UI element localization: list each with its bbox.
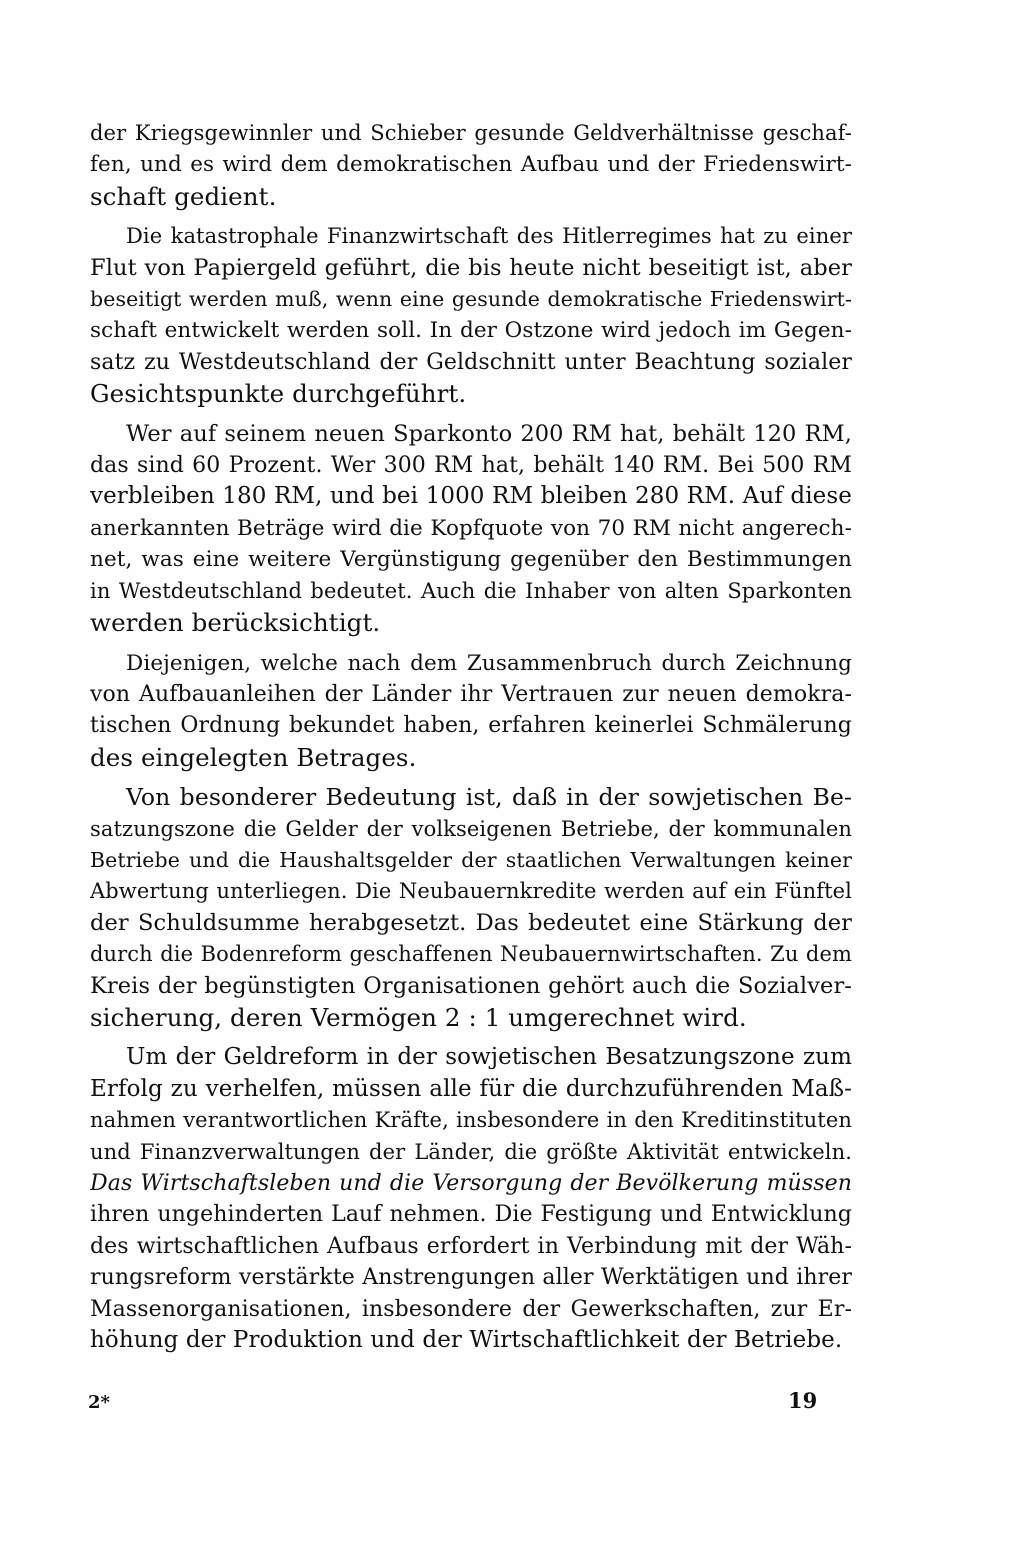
text-line: Das Wirtschaftsleben und die Versorgung der Bevölkerung müssen xyxy=(90,1171,852,1196)
text-line: Die katastrophale Finanzwirtschaft des Hitlerregimes hat zu einer xyxy=(126,224,852,249)
text-line: von Aufbauanleihen der Länder ihr Vertrauen zur neuen demokra- xyxy=(90,681,852,707)
paragraph-2 xyxy=(90,221,852,409)
text-line: net, was eine weitere Vergünstigung gegenüber den Bestimmungen xyxy=(90,547,852,573)
text-line: satz zu Westdeutschland der Geldschnitt unter Beachtung sozialer xyxy=(90,349,852,375)
text-line: Betriebe und die Haushaltsgelder der staatlichen Verwaltungen keiner xyxy=(90,847,852,872)
text-line: und Finanzverwaltungen der Länder, die größte Aktivität entwickeln. xyxy=(90,1139,852,1164)
text-line: Um der Geldreform in der sowjetischen Besatzungszone zum xyxy=(126,1044,852,1071)
text-line: ihren ungehinderten Lauf nehmen. Die Festigung und Entwicklung xyxy=(90,1202,852,1228)
paragraph-5 xyxy=(90,782,852,1033)
text-line: anerkannten Beträge wird die Kopfquote von 70 RM nicht angerech- xyxy=(90,515,852,541)
text-line: fen, und es wird dem demokratischen Aufbau und der Friedenswirt- xyxy=(90,152,852,178)
paragraph-4 xyxy=(90,648,852,774)
text-line: verbleiben 180 RM, und bei 1000 RM bleiben 280 RM. Auf diese xyxy=(90,483,852,510)
text-line: durch die Bodenreform geschaffenen Neubauernwirtschaften. Zu dem xyxy=(90,942,852,967)
text-line: werden berücksichtigt. xyxy=(90,608,381,638)
text-line: Gesichtspunkte durchgeführt. xyxy=(90,379,467,409)
page-number: 19 xyxy=(788,1388,818,1413)
text-line: höhung der Produktion und der Wirtschaftlichkeit der Betriebe. xyxy=(90,1327,843,1354)
text-line: des eingelegten Betrages. xyxy=(90,742,417,772)
text-line: der Kriegsgewinnler und Schieber gesunde Geldverhältnisse geschaf- xyxy=(90,121,852,145)
signature-mark: 2* xyxy=(88,1392,110,1413)
text-line: Kreis der begünstigten Organisationen gehört auch die Sozialver- xyxy=(90,972,852,999)
text-line: Erfolg zu verhelfen, müssen alle für die durchzuführenden Maß- xyxy=(90,1075,852,1102)
text-line: schaft gedient. xyxy=(90,181,277,211)
paragraph-6 xyxy=(90,1042,852,1356)
text-line: beseitigt werden muß, wenn eine gesunde demokratische Friedenswirt- xyxy=(90,287,852,312)
text-line: das sind 60 Prozent. Wer 300 RM hat, behält 140 RM. Bei 500 RM xyxy=(90,453,852,479)
text-line: Massenorganisationen, insbesondere der Gewerkschaften, zur Er- xyxy=(90,1296,852,1322)
text-line: sicherung, deren Vermögen 2 : 1 umgerechnet wird. xyxy=(90,1002,747,1032)
text-line: Abwertung unterliegen. Die Neubauernkredite werden auf ein Fünftel xyxy=(90,879,852,904)
text-line: in Westdeutschland bedeutet. Auch die Inhaber von alten Sparkonten xyxy=(90,578,852,603)
text-line: schaft entwickelt werden soll. In der Ostzone wird jedoch im Gegen- xyxy=(90,318,852,344)
paragraph-3 xyxy=(90,419,852,639)
text-line: Von besonderer Bedeutung ist, daß in der sowjetischen Be- xyxy=(126,783,852,812)
text-line: rungsreform verstärkte Anstrengungen aller Werktätigen und ihrer xyxy=(90,1265,852,1291)
paragraph-1 xyxy=(90,118,852,212)
text-line: tischen Ordnung bekundet haben, erfahren keinerlei Schmälerung xyxy=(90,713,852,739)
text-line: Flut von Papiergeld geführt, die bis heute nicht beseitigt ist, aber xyxy=(90,254,852,281)
text-line: Diejenigen, welche nach dem Zusammenbruch durch Zeichnung xyxy=(126,650,852,676)
text-line: der Schuldsumme herabgesetzt. Das bedeutet eine Stärkung der xyxy=(90,909,852,936)
text-line: satzungszone die Gelder der volkseigenen Betriebe, der kommunalen xyxy=(90,816,852,841)
text-line: des wirtschaftlichen Aufbaus erfordert in Verbindung mit der Wäh- xyxy=(90,1233,852,1259)
text-line: Wer auf seinem neuen Sparkonto 200 RM hat, behält 120 RM, xyxy=(126,420,852,447)
body-text xyxy=(90,118,852,1356)
text-line: nahmen verantwortlichen Kräfte, insbesondere in den Kreditinstituten xyxy=(90,1108,852,1133)
